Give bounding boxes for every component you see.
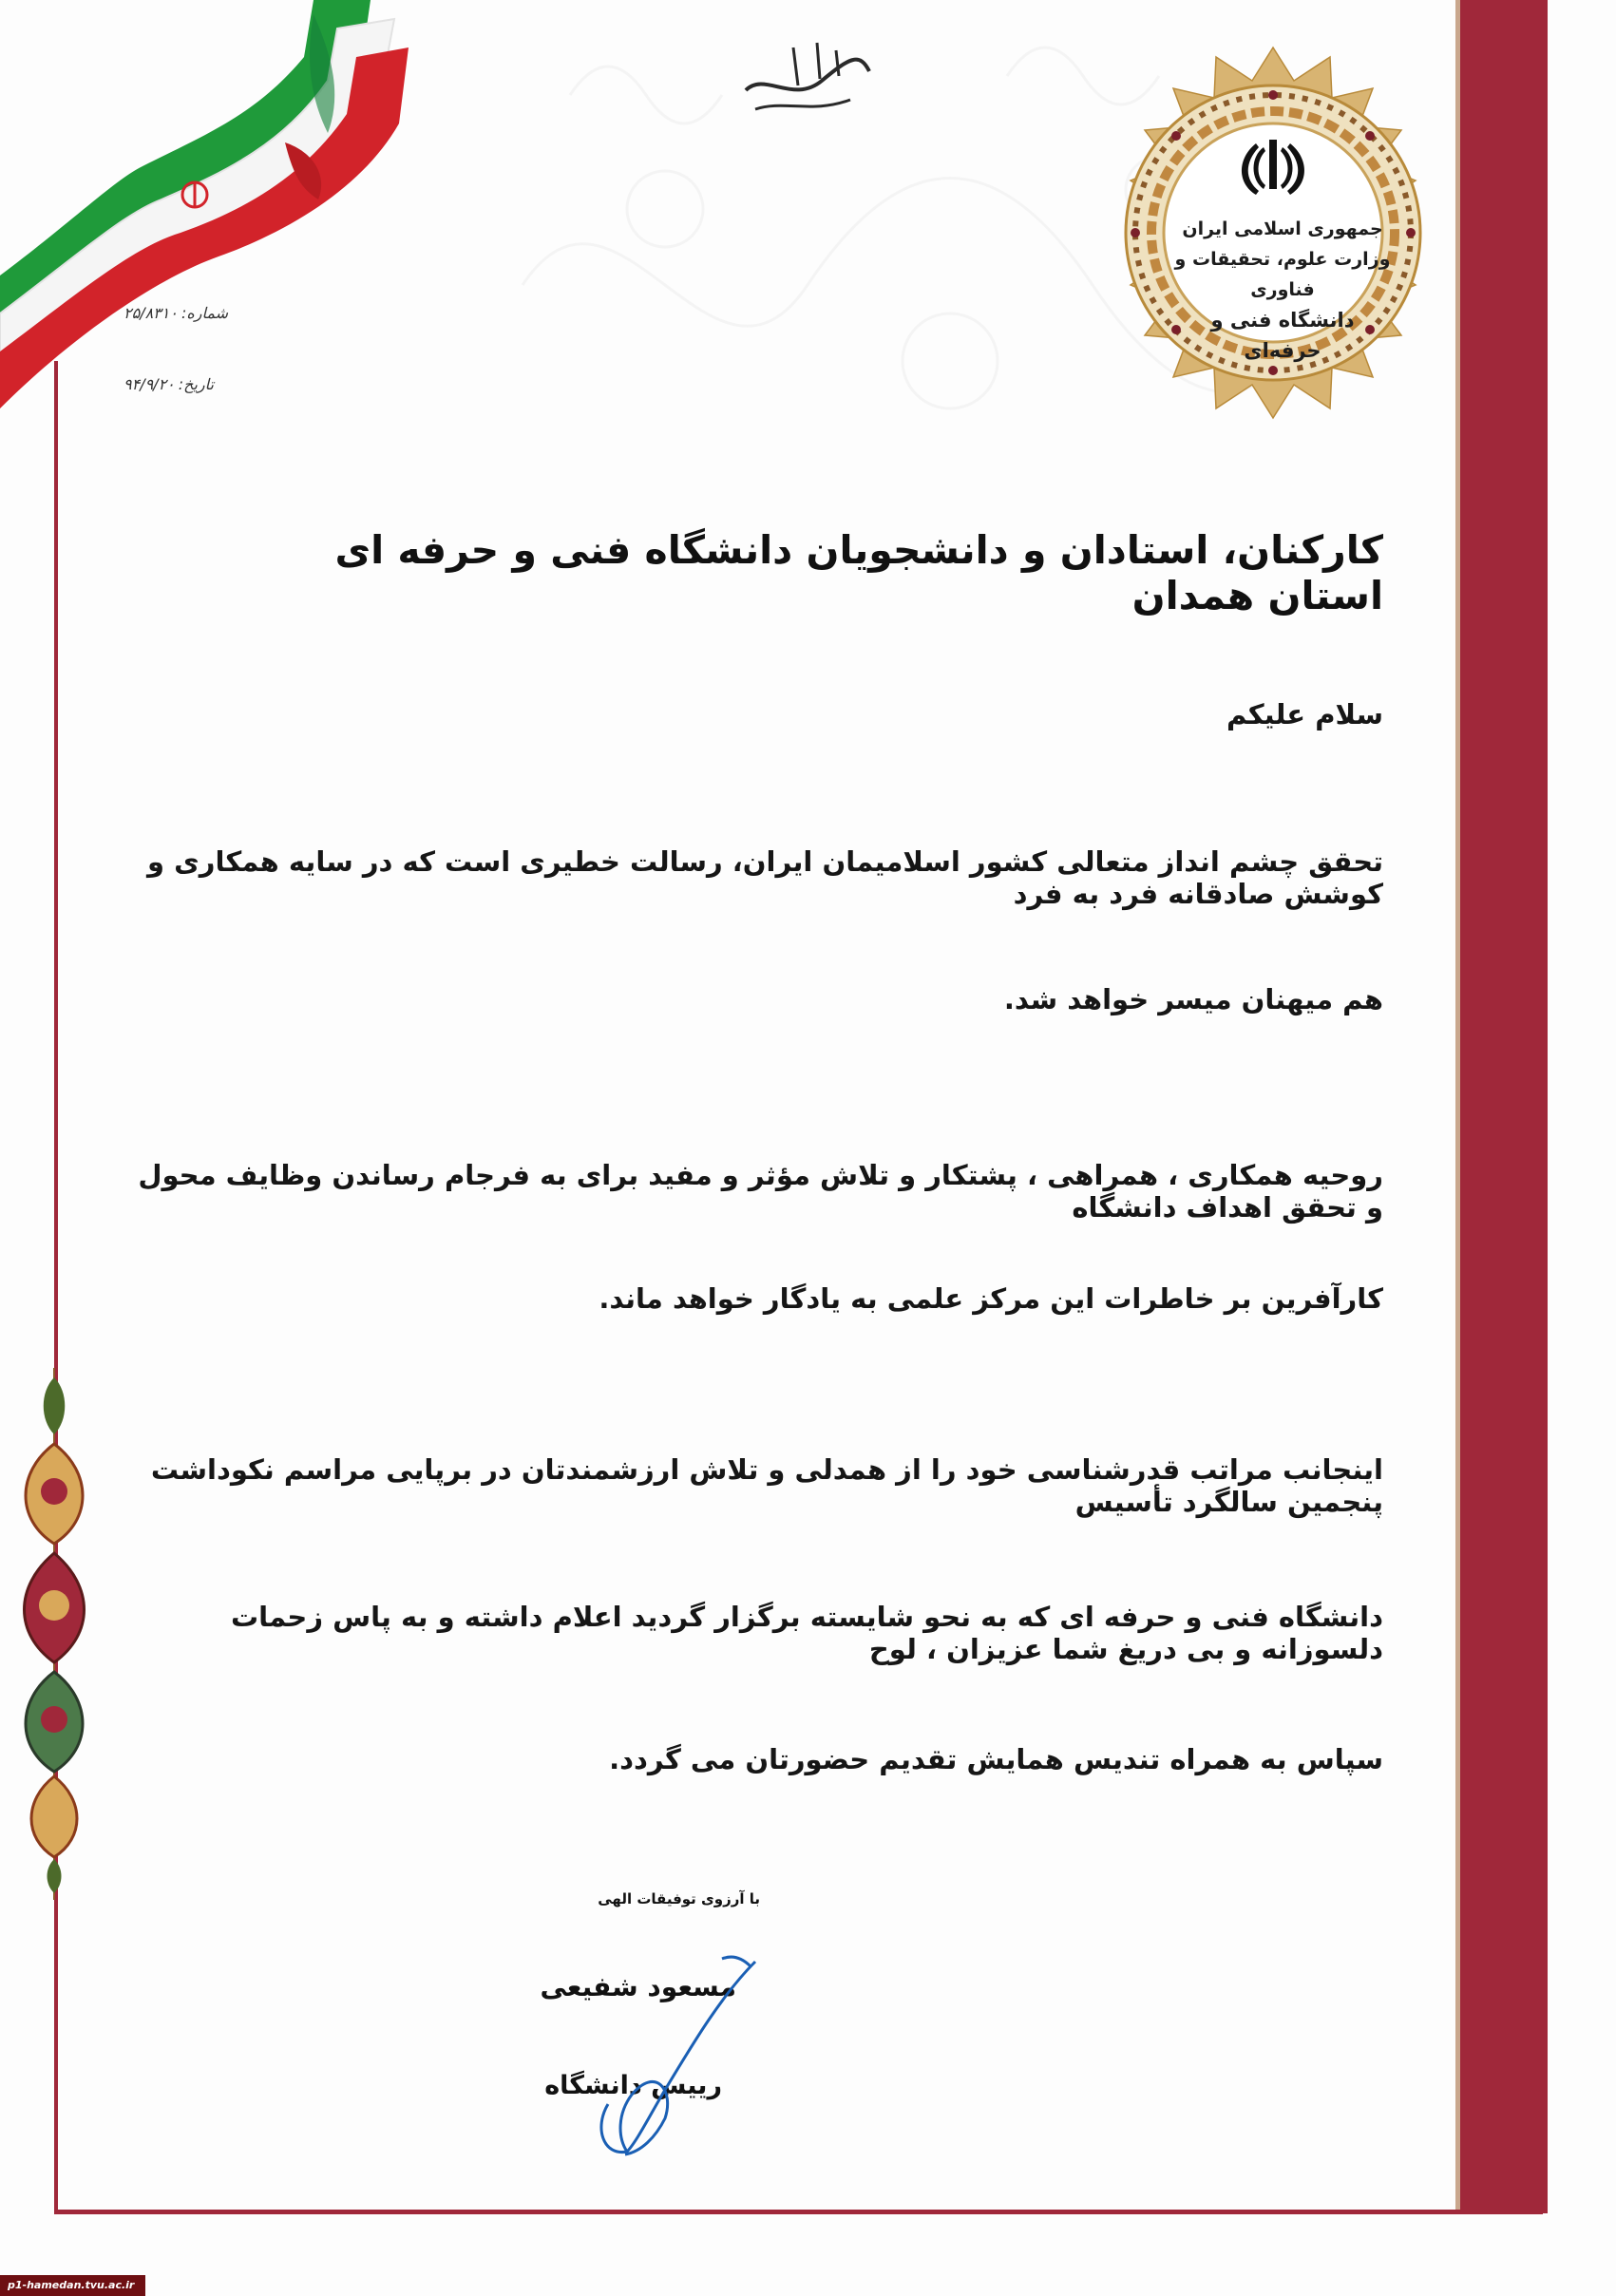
paragraph-line: اینجانب مراتب قدرشناسی خود را از همدلی و تلاش ارزشمندتان در برپایی مراسم نکوداشت پنجمین سالگرد تأسیس	[150, 1453, 1383, 1518]
left-border-line	[54, 361, 58, 2213]
date-label: تاریخ:	[178, 375, 214, 393]
iran-flag-ribbon	[0, 0, 456, 408]
side-ornament-decoration	[11, 1368, 97, 1900]
letter-heading: کارکنان، استادان و دانشجویان دانشگاه فنی و حرفه ای استان همدان	[334, 527, 1383, 618]
paragraph-line: تحقق چشم انداز متعالی کشور اسلامیمان ایران، رسالت خطیری است که در سایه همکاری و کوشش صادقانه فرد به فرد	[147, 845, 1383, 910]
basmala-calligraphy	[736, 33, 879, 123]
right-maroon-border	[1455, 0, 1548, 2213]
emblem-line-3: دانشگاه فنی و حرفه‌ای	[1210, 309, 1355, 362]
paragraph-line: روحیه همکاری ، همراهی ، پشتکار و تلاش مؤثر و مفید برای به فرجام رساندن وظایف محول و تحقق اهداف دانشگاه	[138, 1159, 1383, 1224]
paragraph-line: کارآفرین بر خاطرات این مرکز علمی به یادگار خواهد ماند.	[599, 1282, 1383, 1315]
letter-greeting: سلام علیکم	[1226, 698, 1383, 731]
signatory-title: رییس دانشگاه	[544, 2071, 722, 2100]
emblem-line-2: وزارت علوم، تحقیقات و فناوری	[1174, 249, 1391, 300]
signature-block	[540, 1890, 789, 2175]
paragraph-line: دانشگاه فنی و حرفه ای که به نحو شایسته برگزار گردید اعلام داشته و به پاس زحمات دلسوزانه و بی دریغ شما عزیزان ، لوح	[230, 1601, 1383, 1665]
letter-number	[124, 304, 247, 322]
number-value: ۲۵/۸۳۱۰	[124, 304, 178, 322]
footer-website-url[interactable]: p1-hamedan.tvu.ac.ir	[0, 2275, 145, 2296]
bottom-border-line	[54, 2210, 1543, 2214]
paragraph-line: هم میهنان میسر خواهد شد.	[1003, 983, 1383, 1015]
date-value: ۹۴/۹/۲۰	[124, 375, 175, 393]
emblem-line-1: جمهوری اسلامی ایران	[1182, 218, 1383, 239]
paragraph-line: سپاس به همراه تندیس همایش تقدیم حضورتان می گردد.	[609, 1743, 1383, 1775]
signature-wish: با آرزوی توفیقات الهی	[598, 1890, 760, 1907]
letter-date	[124, 375, 247, 393]
signatory-name: مسعود شفیعی	[540, 1971, 736, 2002]
number-label: شماره:	[181, 304, 228, 322]
handwritten-signature	[551, 1909, 789, 2175]
emblem-text-block	[1173, 214, 1392, 366]
